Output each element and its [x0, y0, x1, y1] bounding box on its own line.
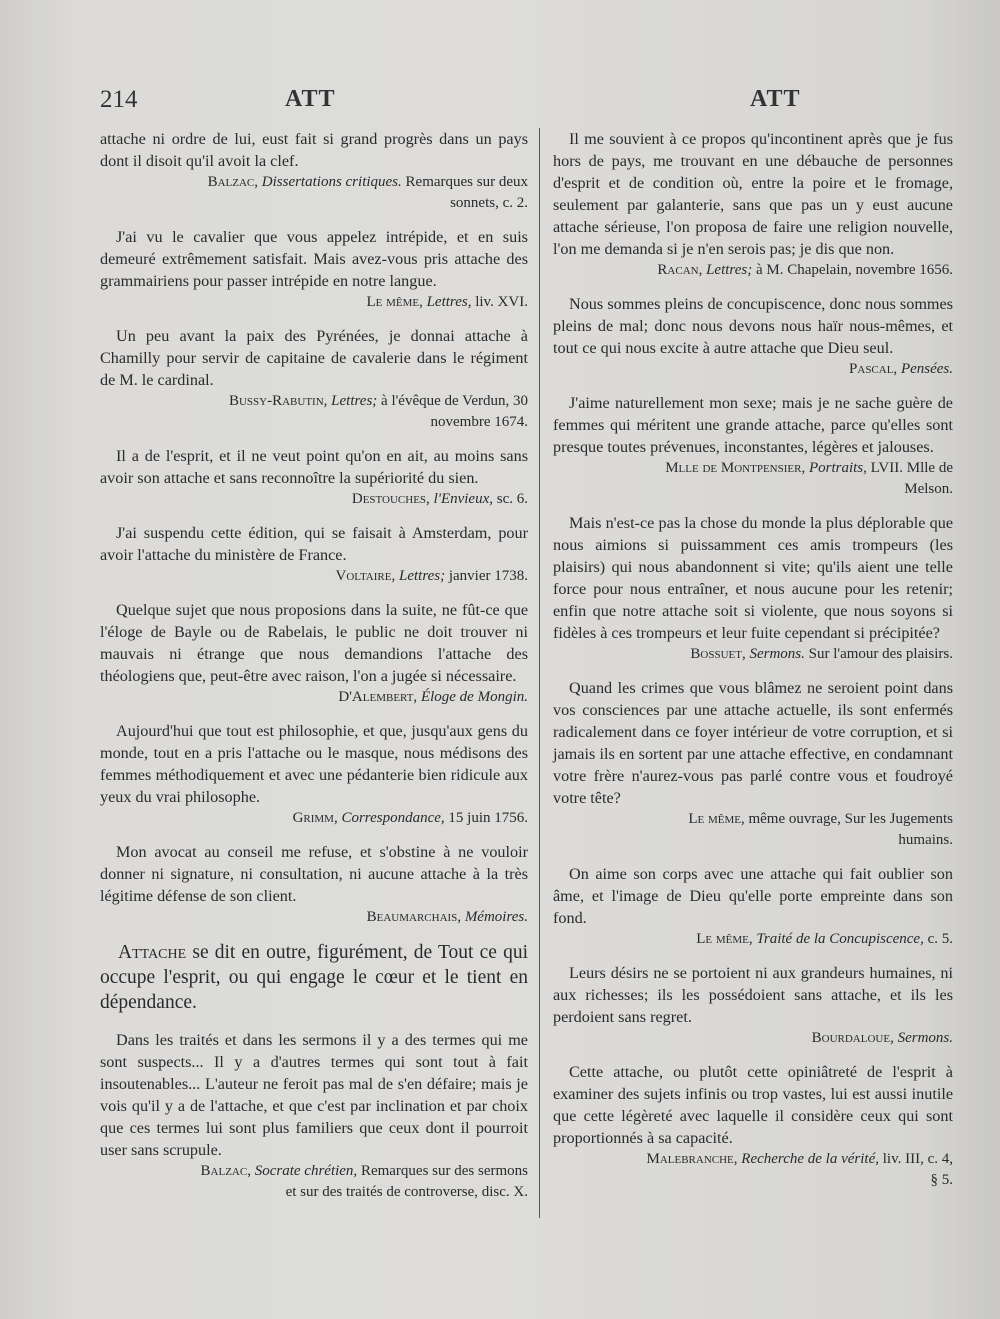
- citation-work: Socrate chrétien,: [254, 1163, 358, 1179]
- quotation: [553, 392, 953, 500]
- citation: [553, 929, 953, 950]
- citation: [553, 458, 953, 500]
- citation-author: Balzac,: [207, 174, 259, 190]
- column-divider: [539, 128, 540, 1218]
- quotation: [553, 128, 953, 281]
- quotation-text: Un peu avant la paix des Pyrénées, je donnai attache à Chamilly pour servir de capitaine de cavalerie dans le régiment de M. le cardinal.: [100, 327, 528, 389]
- citation-detail: Remarques sur deux sonnets, c. 2.: [405, 174, 528, 211]
- citation-detail: Remarques sur des sermons et sur des traités de controverse, disc. X.: [285, 1163, 528, 1200]
- quotation: [100, 445, 528, 510]
- quotation: [100, 841, 528, 928]
- citation-work: Recherche de la vérité,: [741, 1151, 879, 1167]
- quotation: [100, 1029, 528, 1203]
- citation-work: Sermons.: [897, 1030, 953, 1046]
- quotation: [100, 325, 528, 433]
- citation-detail: liv. XVI.: [475, 294, 528, 310]
- citation-author: Le même,: [688, 811, 745, 827]
- quotation-text: Quand les crimes que vous blâmez ne seroient point dans vos consciences par une attache actuelle, ils sont enfermés radicalement dans ce foyer intérieur de votre corruption, et si jamais ils en sortent par une attache effective, en condamnant votre frère n'aurez-vous pas parlé contre vous et foudroyé votre tête?: [553, 679, 953, 807]
- citation-author: Voltaire,: [335, 568, 396, 584]
- citation: [100, 1161, 528, 1203]
- citation: [100, 907, 528, 928]
- citation: [100, 687, 528, 708]
- citation-detail: liv. III, c. 4, § 5.: [882, 1151, 953, 1188]
- citation-author: Malebranche,: [646, 1151, 738, 1167]
- quotation-text: Il a de l'esprit, et il ne veut point qu'on en ait, au moins sans avoir son attache et sans reconnoître la supériorité du sien.: [100, 447, 528, 487]
- citation: [100, 292, 528, 313]
- quotation-text: Nous sommes pleins de concupiscence, donc nous sommes pleins de mal; donc nous devons nous haïr nous-mêmes, et tout ce qui nous excite à autre attache que Dieu seul.: [553, 295, 953, 357]
- citation-detail: LVII. Mlle de Melson.: [870, 460, 953, 497]
- citation-detail: Sur l'amour des plaisirs.: [808, 646, 953, 662]
- citation: [100, 391, 528, 433]
- citation: [553, 359, 953, 380]
- quotation-text: Dans les traités et dans les sermons il y a des termes qui me sont suspects... Il y a d'autres termes qui sont tout à fait insoutenables... L'auteur ne feroit pas mal de s'en défaire; mais je vois qu'il y a de l'attache, et que c'est par inclination et par choix que ces termes lui sont plus familiers que ceux dont il pourroit user sans scrupule.: [100, 1031, 528, 1159]
- quotation: [100, 599, 528, 708]
- citation-work: Mémoires.: [464, 909, 528, 925]
- citation-work: Pensées.: [900, 361, 953, 377]
- citation: [100, 489, 528, 510]
- citation-work: Portraits,: [808, 460, 867, 476]
- citation-detail: à M. Chapelain, novembre 1656.: [755, 262, 953, 278]
- citation-author: Beaumarchais,: [366, 909, 462, 925]
- definition-term: Attache: [118, 942, 187, 963]
- quotation-text: Mon avocat au conseil me refuse, et s'obstine à ne vouloir donner ni signature, ni consultation, ni aucune attache à la très légitime défense de son client.: [100, 843, 528, 905]
- left-headword: ATT: [285, 86, 336, 112]
- citation-work: l'Envieux,: [433, 491, 493, 507]
- quotation: [100, 226, 528, 313]
- citation-detail: 15 juin 1756.: [448, 810, 528, 826]
- citation: [553, 1028, 953, 1049]
- quotation: [553, 863, 953, 950]
- citation-detail: à l'évêque de Verdun, 30 novembre 1674.: [381, 393, 528, 430]
- sense-definition: [100, 940, 528, 1015]
- right-column: [553, 128, 953, 1203]
- citation-work: Lettres;: [331, 393, 378, 409]
- quotation: [553, 1061, 953, 1191]
- quotation-text: Aujourd'hui que tout est philosophie, et que, jusqu'aux gens du monde, tout en a pris l'attache ou le masque, nous médisons des femmes méthodiquement et avec une pédanterie bien ridicule aux yeux du vrai philosophe.: [100, 722, 528, 806]
- citation-author: Pascal,: [849, 361, 898, 377]
- citation-author: Le même,: [696, 931, 753, 947]
- quotation: [553, 293, 953, 380]
- quotation-text: J'aime naturellement mon sexe; mais je ne sache guère de femmes qui méritent une grande attache, parce qu'elles sont presque toutes prévenues, inconstantes, légères et jalouses.: [553, 394, 953, 456]
- quotation-text: attache ni ordre de lui, eust fait si grand progrès dans un pays dont il disoit qu'il avoit la clef.: [100, 130, 528, 170]
- citation-work: Lettres;: [398, 568, 446, 584]
- citation-author: Bourdaloue,: [811, 1030, 894, 1046]
- citation-detail: sc. 6.: [496, 491, 528, 507]
- quotation: [100, 522, 528, 587]
- citation-author: D'Alembert,: [338, 689, 418, 705]
- citation: [553, 1149, 953, 1191]
- citation-detail: même ouvrage, Sur les Jugements humains.: [748, 811, 953, 848]
- citation-author: Le même,: [366, 294, 423, 310]
- citation-work: Correspondance,: [341, 810, 445, 826]
- left-column: [100, 128, 528, 1215]
- right-headword: ATT: [750, 86, 801, 112]
- quotation-text: Leurs désirs ne se portoient ni aux grandeurs humaines, ni aux richesses; ils les possédoient sans attache, et ils les perdoient sans regret.: [553, 964, 953, 1026]
- citation-work: Éloge de Mongin.: [420, 689, 528, 705]
- citation: [100, 808, 528, 829]
- citation: [553, 644, 953, 665]
- citation-detail: c. 5.: [927, 931, 953, 947]
- quotation: [100, 128, 528, 214]
- citation-author: Racan,: [657, 262, 703, 278]
- citation-author: Destouches,: [351, 491, 430, 507]
- page-number: 214: [100, 86, 138, 113]
- citation: [553, 260, 953, 281]
- quotation-text: J'ai suspendu cette édition, qui se faisait à Amsterdam, pour avoir l'attache du ministère de France.: [100, 524, 528, 564]
- citation-author: Grimm,: [292, 810, 338, 826]
- quotation: [553, 677, 953, 851]
- quotation: [553, 512, 953, 665]
- definition-text: se dit en outre, figurément, de Tout ce qui occupe l'esprit, ou qui engage le cœur et le tient en dépendance.: [100, 942, 529, 1013]
- citation-author: Bussy-Rabutin,: [228, 393, 328, 409]
- citation-author: Mlle de Montpensier,: [665, 460, 806, 476]
- quotation-text: Il me souvient à ce propos qu'incontinent après que je fus hors de pays, me trouvant en une débauche de personnes d'esprit et de condition où, entre la poire et le fromage, seulement par galanterie, sans que pas un y eust aucune attache sérieuse, l'on proposa de faire une religion nouvelle, l'on me demanda si je n'en serois pas; je dis que non.: [553, 130, 953, 258]
- citation-detail: janvier 1738.: [448, 568, 528, 584]
- citation-work: Dissertations critiques.: [261, 174, 402, 190]
- citation-work: Lettres,: [426, 294, 472, 310]
- citation-author: Bossuet,: [690, 646, 746, 662]
- quotation-text: Quelque sujet que nous proposions dans la suite, ne fût-ce que l'éloge de Bayle ou de Rabelais, le public ne doit trouver ni mauvais ni étrange que nous demandions l'attache des théologiens que, peut-être avec raison, l'on a jugée si nécessaire.: [100, 601, 528, 685]
- citation: [100, 172, 528, 214]
- quotation-text: Mais n'est-ce pas la chose du monde la plus déplorable que nous aimions si puissamment ces amis trompeurs (les plaisirs) qui nous abandonnent si vite; qu'ils aient une telle force pour nous entraîner, et nous aucune pour les retenir; enfin que notre attache soit si violente, que nous soyons si fidèles à ces trompeurs et leur fuite cependant si précipitée?: [553, 514, 953, 642]
- citation-work: Traité de la Concupiscence,: [756, 931, 924, 947]
- quotation-text: On aime son corps avec une attache qui fait oublier son âme, et l'image de Dieu qu'elle porte empreinte dans son fond.: [553, 865, 953, 927]
- quotation-text: Cette attache, ou plutôt cette opiniâtreté de l'esprit à examiner des sujets infinis ou trop vastes, lui est aussi inutile que cette légèreté avec laquelle il considère ceux qui sont proportionnés à sa capacité.: [553, 1063, 953, 1147]
- quotation: [100, 720, 528, 829]
- quotation-text: J'ai vu le cavalier que vous appelez intrépide, et en suis demeuré extrêmement satisfait. Mais avez-vous pris attache des grammairiens pour passer intrépide en notre langue.: [100, 228, 528, 290]
- citation: [100, 566, 528, 587]
- citation: [553, 809, 953, 851]
- citation-work: Lettres;: [706, 262, 753, 278]
- quotation: [553, 962, 953, 1049]
- citation-work: Sermons.: [749, 646, 805, 662]
- citation-author: Balzac,: [200, 1163, 251, 1179]
